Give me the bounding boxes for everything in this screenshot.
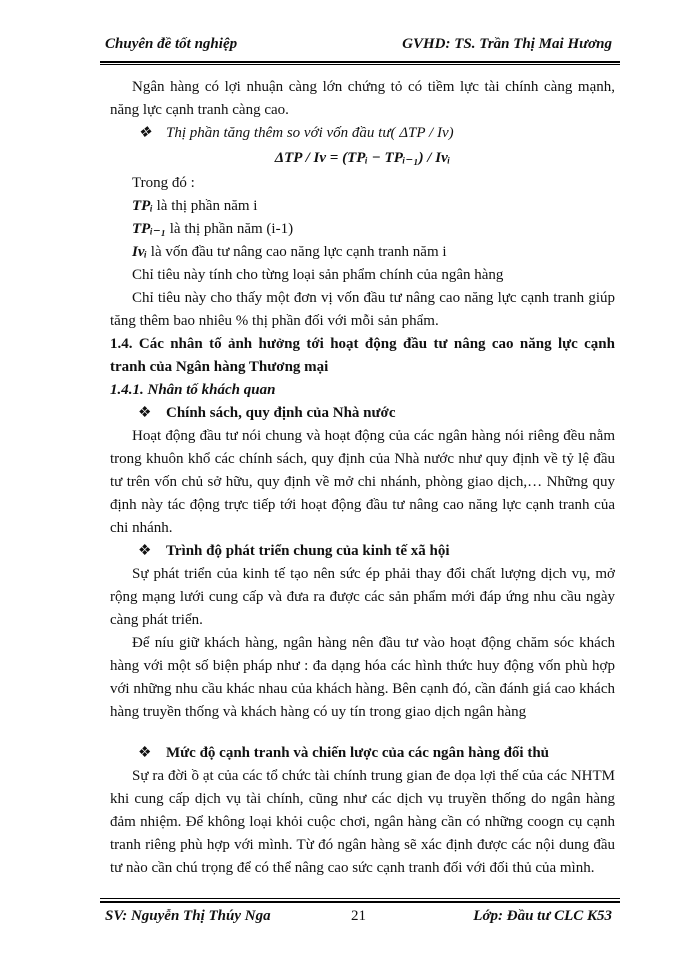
where-label: Trong đó : [132, 175, 195, 191]
footer-rule [100, 901, 620, 903]
paragraph: Để níu giữ khách hàng, ngân hàng nên đầu tư vào hoạt động chăm sóc khách hàng với một số biện pháp như : đa dạng hóa các hình thức huy động vốn phù hợp với những nhu cầu khác nhau của khách hàng. Bên cạnh đó, cần đánh giá cao khách hàng truyền thống và khách hàng có uy tín trong giao dịch ngân hàng [110, 635, 615, 720]
subsection-heading: 1.4.1. Nhân tố khách quan [110, 382, 276, 398]
spacer [110, 724, 615, 742]
bullet-item [110, 402, 615, 425]
diamond-bullet-icon: ❖ [138, 543, 152, 559]
definition [110, 218, 615, 241]
definition [110, 195, 615, 218]
footer-rule-thin [100, 898, 620, 899]
page-number: 21 [351, 908, 366, 924]
bullet-item [110, 122, 615, 145]
definition [110, 241, 615, 264]
diamond-bullet-icon: ❖ [138, 405, 152, 421]
paragraph: Ngân hàng có lợi nhuận càng lớn chứng tỏ có tiềm lực tài chính càng mạnh, năng lực cạnh tranh càng cao. [110, 79, 615, 118]
paragraph: Chỉ tiêu này cho thấy một đơn vị vốn đầu tư nâng cao năng lực cạnh tranh giúp tăng thêm bao nhiêu % thị phần đối với mỗi sản phẩm. [110, 290, 615, 329]
header-title: Chuyên đề tốt nghiệp [105, 36, 238, 52]
symbol: TPᵢ₋₁ [132, 221, 167, 237]
diamond-bullet-icon: ❖ [138, 745, 152, 761]
definition-text: là thị phần năm (i-1) [169, 221, 294, 237]
symbol: TPᵢ [132, 198, 153, 214]
symbol: Ivᵢ [132, 244, 148, 260]
bullet-text: Thị phần tăng thêm so với vốn đầu tư( ΔTP / Iv) [166, 125, 454, 141]
paragraph: Sự phát triển của kinh tế tạo nên sức ép phải thay đổi chất lượng dịch vụ, mở rộng mạng lưới cung cấp và đưa ra được các sản phẩm mới đáp ứng nhu cầu ngày càng phát triển. [110, 566, 615, 628]
header-rule-thin [100, 64, 620, 65]
bullet-item [110, 742, 615, 765]
definition-text: là thị phần năm i [156, 198, 258, 214]
section-heading: 1.4. Các nhân tố ảnh hưởng tới hoạt động đầu tư nâng cao năng lực cạnh tranh của Ngân hàng Thương mại [110, 336, 615, 375]
header-rule [100, 61, 620, 63]
bullet-text: Mức độ cạnh tranh và chiến lược của các ngân hàng đối thủ [166, 745, 550, 761]
paragraph: Hoạt động đầu tư nói chung và hoạt động của các ngân hàng nói riêng đều nằm trong khuôn khổ các chính sách, quy định của Nhà nước như quy định về tỷ lệ đầu tư trên vốn chủ sở hữu, quy định về mở chi nhánh, phòng giao dịch,… Những quy định này tác động trực tiếp tới hoạt động đầu tư nâng cao năng lực cạnh tranh của chi nhánh. [110, 428, 615, 536]
footer-student: SV: Nguyễn Thị Thúy Nga [105, 908, 271, 924]
page-footer [105, 908, 612, 930]
diamond-bullet-icon: ❖ [138, 125, 152, 141]
bullet-item [110, 540, 615, 563]
formula: ΔTP / Iv = (TPᵢ − TPᵢ₋₁) / Ivᵢ [274, 150, 451, 166]
page-header [105, 36, 612, 58]
header-advisor: GVHD: TS. Trần Thị Mai Hương [402, 36, 612, 52]
footer-class: Lớp: Đầu tư CLC K53 [473, 908, 612, 924]
page-body [110, 76, 615, 880]
bullet-text: Trình độ phát triển chung của kinh tế xã hội [166, 543, 450, 559]
bullet-text: Chính sách, quy định của Nhà nước [166, 405, 396, 421]
paragraph: Sự ra đời ồ ạt của các tổ chức tài chính trung gian đe dọa lợi thế của các NHTM khi cung cấp dịch vụ tài chính, cũng như các dịch vụ truyền thống do ngân hàng đảm nhiệm. Để không loại khỏi cuộc chơi, ngân hàng cần có những coogn cụ cạnh tranh riêng phù hợp với mình. Từ đó ngân hàng sẽ xác định được các nội dung đầu tư nào cần chú trọng để có thể nâng cao sức cạnh tranh đối với đối thủ của mình. [110, 768, 615, 876]
definition-text: là vốn đầu tư nâng cao năng lực cạnh tranh năm i [150, 244, 447, 260]
paragraph: Chỉ tiêu này tính cho từng loại sản phẩm chính của ngân hàng [132, 267, 504, 283]
